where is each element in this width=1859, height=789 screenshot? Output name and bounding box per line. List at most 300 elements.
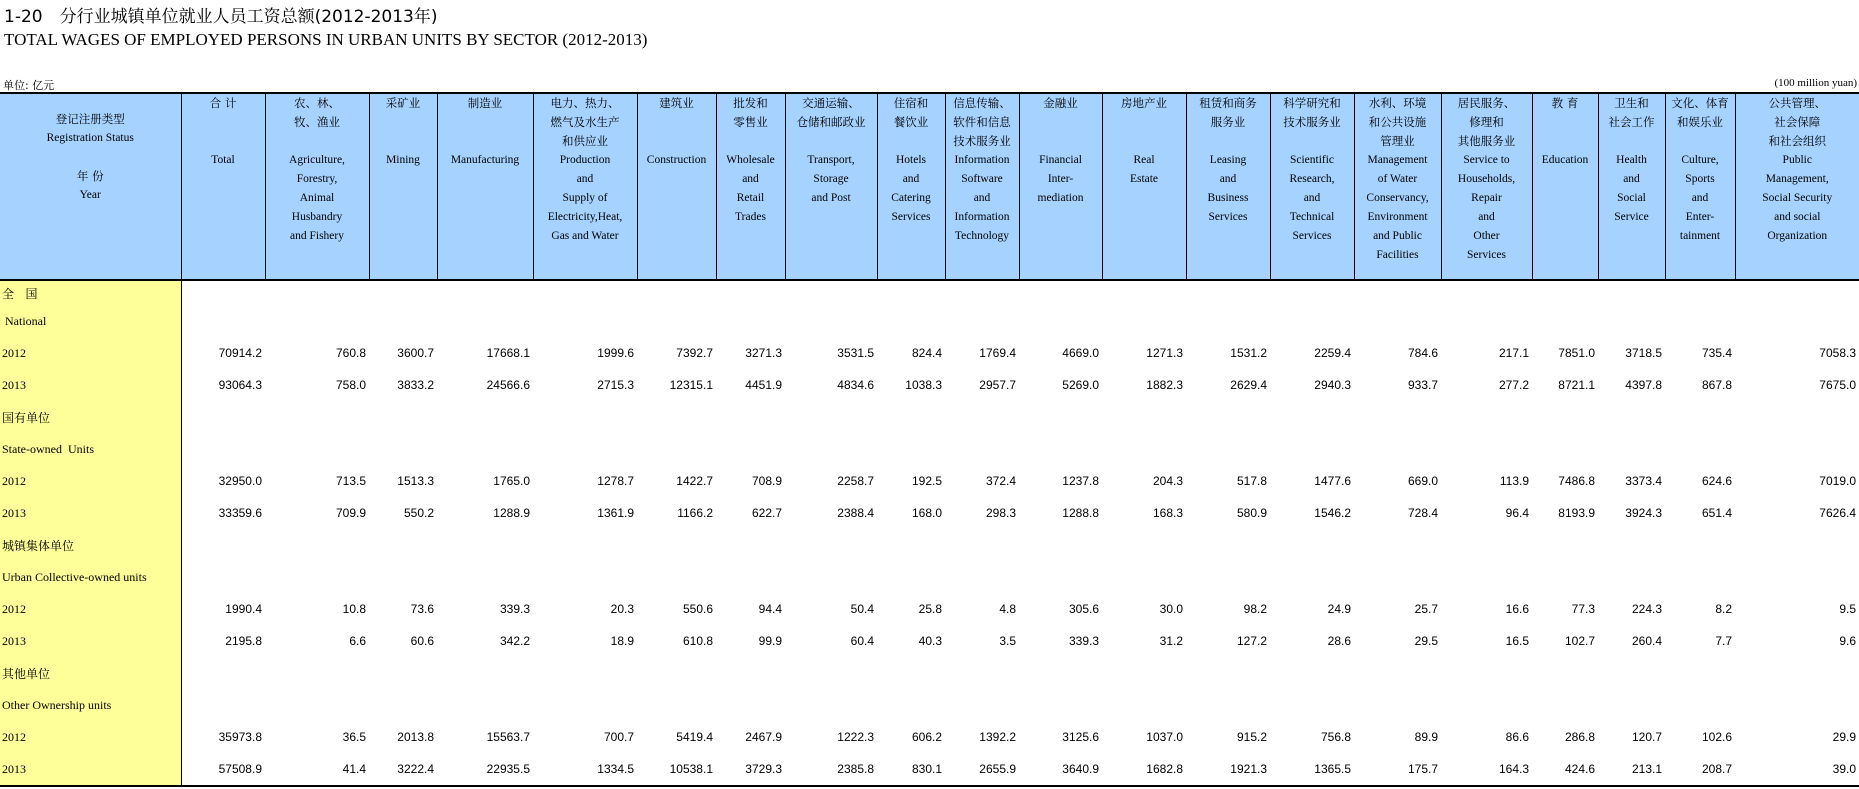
value-cell: 2940.3	[1314, 378, 1351, 392]
value-cell: 915.2	[1236, 730, 1267, 744]
value-cell	[1186, 433, 1270, 465]
value-cell: 708.9	[751, 474, 782, 488]
value-cell: 3924.3	[1625, 506, 1662, 520]
value-cell	[1735, 401, 1859, 433]
value-cell	[1102, 305, 1186, 337]
value-cell	[181, 657, 265, 689]
value-cell: 2258.7	[837, 474, 874, 488]
value-cell: 1531.2	[1230, 346, 1267, 360]
value-cell: 305.6	[1068, 602, 1099, 616]
value-cell: 7851.0	[1558, 346, 1595, 360]
value-cell	[437, 280, 533, 305]
value-cell	[369, 401, 437, 433]
column-header-cn: 社会保障	[1774, 115, 1821, 129]
value-cell: 70914.2	[218, 346, 262, 360]
data-row	[0, 625, 1859, 657]
value-cell: 298.3	[985, 506, 1016, 520]
value-cell: 102.7	[1564, 634, 1595, 648]
value-cell	[785, 657, 877, 689]
value-cell	[1102, 561, 1186, 593]
unit-label-chinese: 单位: 亿元	[3, 79, 55, 92]
column-header-en: Mining	[386, 154, 420, 166]
value-cell	[945, 529, 1019, 561]
value-cell	[1354, 280, 1441, 305]
column-header-en: Wholesale	[726, 154, 775, 166]
column-header-en: Catering	[891, 192, 931, 204]
value-cell	[785, 689, 877, 721]
value-cell	[1354, 689, 1441, 721]
value-cell: 339.3	[499, 602, 530, 616]
value-cell: 25.7	[1414, 602, 1438, 616]
value-cell: 7058.3	[1819, 346, 1856, 360]
row-label: 城镇集体单位	[0, 529, 181, 561]
value-cell	[1270, 657, 1354, 689]
column-header-cn: 和娱乐业	[1677, 115, 1723, 129]
value-cell	[265, 689, 369, 721]
value-cell	[1441, 280, 1532, 305]
value-cell	[1186, 305, 1270, 337]
column-header-en: and Public	[1373, 230, 1422, 242]
column-header-en: Transport,	[807, 154, 855, 166]
column-header-cn: 制造业	[467, 96, 503, 110]
column-header-cn: 文化、体育	[1671, 96, 1729, 110]
column-header-en: Other	[1473, 230, 1500, 242]
row-label: 2013	[0, 369, 181, 401]
value-cell	[1665, 401, 1735, 433]
column-header-en: and	[1478, 211, 1495, 223]
column-header-cn: 电力、热力、	[550, 96, 620, 110]
value-cell	[437, 305, 533, 337]
column-header-cn: 牧、渔业	[294, 115, 340, 129]
value-cell: 1222.3	[837, 730, 874, 744]
column-header-en: Information	[954, 211, 1010, 223]
value-cell	[533, 689, 637, 721]
column-header-en: Leasing	[1209, 154, 1247, 166]
column-header-cn: 修理和	[1469, 115, 1504, 129]
column-header-en: tainment	[1679, 230, 1721, 242]
column-header-en: and	[576, 173, 594, 185]
column-header-en: Husbandry	[291, 211, 343, 223]
value-cell: 7019.0	[1819, 474, 1856, 488]
header-row	[0, 94, 1859, 280]
column-header-en: Households,	[1457, 173, 1516, 185]
column-header-en: Storage	[813, 173, 849, 185]
group-label-row	[0, 529, 1859, 561]
value-cell	[369, 305, 437, 337]
column-header-cn: 和供应业	[562, 134, 608, 148]
value-cell	[1532, 689, 1598, 721]
value-cell	[437, 401, 533, 433]
value-cell: 622.7	[751, 506, 782, 520]
value-cell	[1665, 280, 1735, 305]
column-header-cn: 卫生和	[1614, 96, 1649, 110]
value-cell: 339.3	[1068, 634, 1099, 648]
row-label: 2013	[0, 753, 181, 786]
value-cell: 168.3	[1152, 506, 1183, 520]
value-cell	[265, 657, 369, 689]
table-title-english: TOTAL WAGES OF EMPLOYED PERSONS IN URBAN UNITS BY SECTOR (2012-2013)	[4, 30, 648, 49]
unit-label-english: (100 million yuan)	[1774, 77, 1857, 89]
value-cell	[877, 529, 945, 561]
value-cell: 372.4	[985, 474, 1016, 488]
value-cell	[945, 657, 1019, 689]
group-label-row	[0, 305, 1859, 337]
row-label: Other Ownership units	[0, 689, 181, 721]
column-header	[1532, 94, 1598, 280]
value-cell: 2467.9	[745, 730, 782, 744]
column-header-en: Facilities	[1376, 249, 1419, 261]
value-cell	[1270, 433, 1354, 465]
value-cell	[1598, 401, 1665, 433]
value-cell: 7392.7	[676, 346, 713, 360]
value-cell	[1019, 689, 1102, 721]
value-cell: 8193.9	[1558, 506, 1595, 520]
value-cell	[637, 433, 716, 465]
column-header	[181, 94, 265, 280]
value-cell: 36.5	[342, 730, 366, 744]
column-header-en: Technology	[954, 230, 1010, 242]
value-cell: 1477.6	[1314, 474, 1351, 488]
value-cell	[877, 305, 945, 337]
value-cell: 25.8	[918, 602, 942, 616]
value-cell	[533, 529, 637, 561]
value-cell: 3531.5	[837, 346, 874, 360]
value-cell	[1665, 529, 1735, 561]
data-row	[0, 593, 1859, 625]
value-cell	[181, 561, 265, 593]
value-cell: 192.5	[911, 474, 942, 488]
column-header-cn: 教 育	[1551, 96, 1579, 110]
value-cell	[1186, 689, 1270, 721]
value-cell: 168.0	[911, 506, 942, 520]
value-cell: 713.5	[335, 474, 366, 488]
value-cell	[1441, 529, 1532, 561]
value-cell: 7486.8	[1558, 474, 1595, 488]
value-cell: 2655.9	[945, 753, 1019, 786]
value-cell	[785, 433, 877, 465]
value-cell	[1441, 561, 1532, 593]
column-header-cn: 软件和信息	[953, 115, 1011, 129]
value-cell: 933.7	[1407, 378, 1438, 392]
value-cell	[1665, 689, 1735, 721]
value-cell: 8721.1	[1558, 378, 1595, 392]
column-header	[369, 94, 437, 280]
value-cell	[181, 689, 265, 721]
column-header-en: and	[902, 173, 920, 185]
row-label: Urban Collective-owned units	[0, 561, 181, 593]
column-header-en: Social Security	[1762, 192, 1833, 204]
value-cell	[1354, 529, 1441, 561]
row-label: 2012	[0, 593, 181, 625]
column-header-en: and Post	[811, 192, 851, 204]
value-cell: 17668.1	[486, 346, 530, 360]
column-header-en: and	[742, 173, 759, 185]
value-cell: 1999.6	[597, 346, 634, 360]
value-cell: 7675.0	[1819, 378, 1856, 392]
column-header	[1019, 94, 1102, 280]
data-row	[0, 497, 1859, 529]
column-header	[437, 94, 533, 280]
value-cell: 728.4	[1407, 506, 1438, 520]
value-cell	[1735, 280, 1859, 305]
value-cell	[265, 305, 369, 337]
column-header-en: Education	[1541, 154, 1589, 166]
value-cell	[1186, 401, 1270, 433]
stub-header	[0, 94, 181, 280]
value-cell	[637, 561, 716, 593]
value-cell	[1186, 657, 1270, 689]
value-cell	[437, 529, 533, 561]
value-cell: 700.7	[603, 730, 634, 744]
value-cell: 756.8	[1320, 730, 1351, 744]
value-cell: 2957.7	[979, 378, 1016, 392]
value-cell: 1882.3	[1146, 378, 1183, 392]
value-cell	[945, 433, 1019, 465]
value-cell	[716, 433, 785, 465]
value-cell: 77.3	[1571, 602, 1595, 616]
value-cell: 1271.3	[1146, 346, 1183, 360]
column-header	[945, 94, 1019, 280]
column-header-en: Financial	[1039, 154, 1082, 166]
value-cell	[716, 561, 785, 593]
column-header-en: Conservancy,	[1366, 192, 1429, 204]
column-header	[637, 94, 716, 280]
column-header-en: and	[1303, 192, 1321, 204]
value-cell	[785, 529, 877, 561]
value-cell	[1270, 280, 1354, 305]
value-cell: 213.1	[1598, 753, 1665, 786]
table-title-chinese: 1-20 分行业城镇单位就业人员工资总额(2012-2013年)	[4, 7, 438, 27]
value-cell	[785, 561, 877, 593]
value-cell	[1598, 305, 1665, 337]
value-cell	[637, 305, 716, 337]
value-cell: 4834.6	[837, 378, 874, 392]
value-cell	[945, 689, 1019, 721]
value-cell	[1665, 305, 1735, 337]
value-cell	[181, 401, 265, 433]
value-cell: 127.2	[1236, 634, 1267, 648]
column-header	[1270, 94, 1354, 280]
value-cell	[437, 433, 533, 465]
value-cell	[1532, 305, 1598, 337]
column-header	[1735, 94, 1859, 280]
value-cell	[1186, 561, 1270, 593]
column-header-en: Forestry,	[296, 173, 338, 185]
value-cell: 824.4	[911, 346, 942, 360]
value-cell	[1186, 529, 1270, 561]
column-header-en: Manufacturing	[450, 154, 520, 166]
value-cell: 7.7	[1715, 634, 1732, 648]
value-cell: 98.2	[1243, 602, 1267, 616]
value-cell: 2259.4	[1314, 346, 1351, 360]
stub-year-cn: 年 份	[76, 169, 104, 183]
value-cell	[1270, 401, 1354, 433]
value-cell: 31.2	[1159, 634, 1183, 648]
value-cell	[945, 561, 1019, 593]
column-header-en: Inter-	[1047, 173, 1074, 185]
value-cell	[877, 433, 945, 465]
column-header-en: Service	[1614, 211, 1649, 223]
column-header-en: Real	[1133, 154, 1155, 166]
value-cell	[1019, 280, 1102, 305]
column-header-cn: 交通运输、	[802, 96, 860, 110]
value-cell	[1186, 280, 1270, 305]
value-cell	[533, 433, 637, 465]
column-header-cn: 燃气及水生产	[550, 115, 620, 129]
column-header-cn: 技术服务业	[1283, 115, 1341, 129]
column-header-en: Information	[954, 154, 1010, 166]
value-cell	[1441, 657, 1532, 689]
value-cell	[716, 305, 785, 337]
value-cell	[877, 401, 945, 433]
column-header-cn: 科学研究和	[1283, 96, 1341, 110]
value-cell	[945, 305, 1019, 337]
row-label: 2013	[0, 497, 181, 529]
value-cell: 1361.9	[597, 506, 634, 520]
value-cell: 2715.3	[597, 378, 634, 392]
column-header-en: Services	[891, 211, 931, 223]
value-cell: 94.4	[758, 602, 782, 616]
value-cell: 669.0	[1407, 474, 1438, 488]
column-header-en: mediation	[1037, 192, 1084, 204]
value-cell: 73.6	[410, 602, 434, 616]
value-cell	[1735, 529, 1859, 561]
column-header-cn: 水利、环境	[1368, 96, 1427, 110]
column-header-en: and social	[1774, 211, 1821, 223]
value-cell: 18.9	[610, 634, 634, 648]
column-header-cn: 批发和	[733, 96, 768, 110]
value-cell: 1334.5	[533, 753, 637, 786]
value-cell: 30.0	[1159, 602, 1183, 616]
value-cell: 4451.9	[745, 378, 782, 392]
column-header-en: Management,	[1765, 173, 1829, 185]
column-header-cn: 租赁和商务	[1199, 96, 1257, 110]
column-header-en: Business	[1207, 192, 1249, 204]
value-cell: 735.4	[1701, 346, 1732, 360]
column-header-cn: 农、林、	[294, 96, 340, 110]
value-cell	[637, 657, 716, 689]
value-cell: 57508.9	[181, 753, 265, 786]
column-header-en: Construction	[646, 154, 707, 166]
value-cell: 24.9	[1327, 602, 1351, 616]
column-header-cn: 餐饮业	[893, 115, 929, 129]
value-cell: 1288.9	[493, 506, 530, 520]
column-header-en: and	[973, 192, 991, 204]
value-cell	[1270, 689, 1354, 721]
value-cell	[637, 280, 716, 305]
column-header-en: and	[1691, 192, 1709, 204]
value-cell	[1735, 433, 1859, 465]
value-cell	[785, 280, 877, 305]
value-cell	[1019, 561, 1102, 593]
value-cell: 175.7	[1354, 753, 1441, 786]
value-cell: 550.2	[403, 506, 434, 520]
column-header	[877, 94, 945, 280]
value-cell: 3125.6	[1062, 730, 1099, 744]
column-header-cn: 建筑业	[659, 96, 694, 110]
value-cell: 517.8	[1236, 474, 1267, 488]
value-cell	[1270, 305, 1354, 337]
value-cell	[1354, 305, 1441, 337]
column-header	[265, 94, 369, 280]
value-cell	[716, 280, 785, 305]
value-cell: 39.0	[1735, 753, 1859, 786]
data-row	[0, 369, 1859, 401]
data-row	[0, 721, 1859, 753]
value-cell: 9.5	[1839, 602, 1856, 616]
column-header-en: and	[1623, 173, 1640, 185]
group-label-row	[0, 561, 1859, 593]
value-cell: 99.9	[758, 634, 782, 648]
value-cell: 651.4	[1701, 506, 1732, 520]
value-cell	[1598, 657, 1665, 689]
value-cell: 2629.4	[1230, 378, 1267, 392]
row-label: 2012	[0, 337, 181, 369]
row-label: 2012	[0, 721, 181, 753]
value-cell: 40.3	[918, 634, 942, 648]
value-cell	[181, 305, 265, 337]
column-header-en: Supply of	[562, 192, 608, 204]
value-cell: 60.6	[410, 634, 434, 648]
value-cell	[716, 657, 785, 689]
value-cell	[1598, 561, 1665, 593]
row-label: 国有单位	[0, 401, 181, 433]
value-cell: 2385.8	[785, 753, 877, 786]
column-header-en: Scientific	[1289, 154, 1335, 166]
value-cell	[1532, 657, 1598, 689]
column-header-en: Social	[1617, 192, 1646, 204]
value-cell: 16.5	[1505, 634, 1529, 648]
column-header-en: Retail	[736, 192, 765, 204]
value-cell	[181, 433, 265, 465]
value-cell: 89.9	[1414, 730, 1438, 744]
group-label-row	[0, 280, 1859, 305]
value-cell: 260.4	[1631, 634, 1662, 648]
column-header-en: Service to	[1463, 154, 1510, 166]
value-cell: 760.8	[335, 346, 366, 360]
column-header	[1598, 94, 1665, 280]
value-cell: 1422.7	[676, 474, 713, 488]
value-cell: 1682.8	[1102, 753, 1186, 786]
value-cell	[369, 280, 437, 305]
value-cell: 1365.5	[1270, 753, 1354, 786]
value-cell	[533, 280, 637, 305]
value-cell	[877, 561, 945, 593]
value-cell: 1288.8	[1062, 506, 1099, 520]
value-cell: 2013.8	[397, 730, 434, 744]
value-cell	[1354, 561, 1441, 593]
value-cell: 164.3	[1441, 753, 1532, 786]
value-cell	[1441, 305, 1532, 337]
row-label: 2013	[0, 625, 181, 657]
value-cell: 2388.4	[837, 506, 874, 520]
value-cell: 224.3	[1631, 602, 1662, 616]
value-cell: 867.8	[1701, 378, 1732, 392]
value-cell: 606.2	[911, 730, 942, 744]
value-cell: 550.6	[682, 602, 713, 616]
value-cell	[1441, 433, 1532, 465]
value-cell: 12315.1	[669, 378, 713, 392]
value-cell	[1598, 280, 1665, 305]
group-label-row	[0, 689, 1859, 721]
column-header	[1102, 94, 1186, 280]
column-header	[716, 94, 785, 280]
column-header-cn: 零售业	[733, 115, 768, 129]
value-cell	[1598, 433, 1665, 465]
value-cell	[437, 657, 533, 689]
value-cell	[1019, 401, 1102, 433]
value-cell	[945, 401, 1019, 433]
